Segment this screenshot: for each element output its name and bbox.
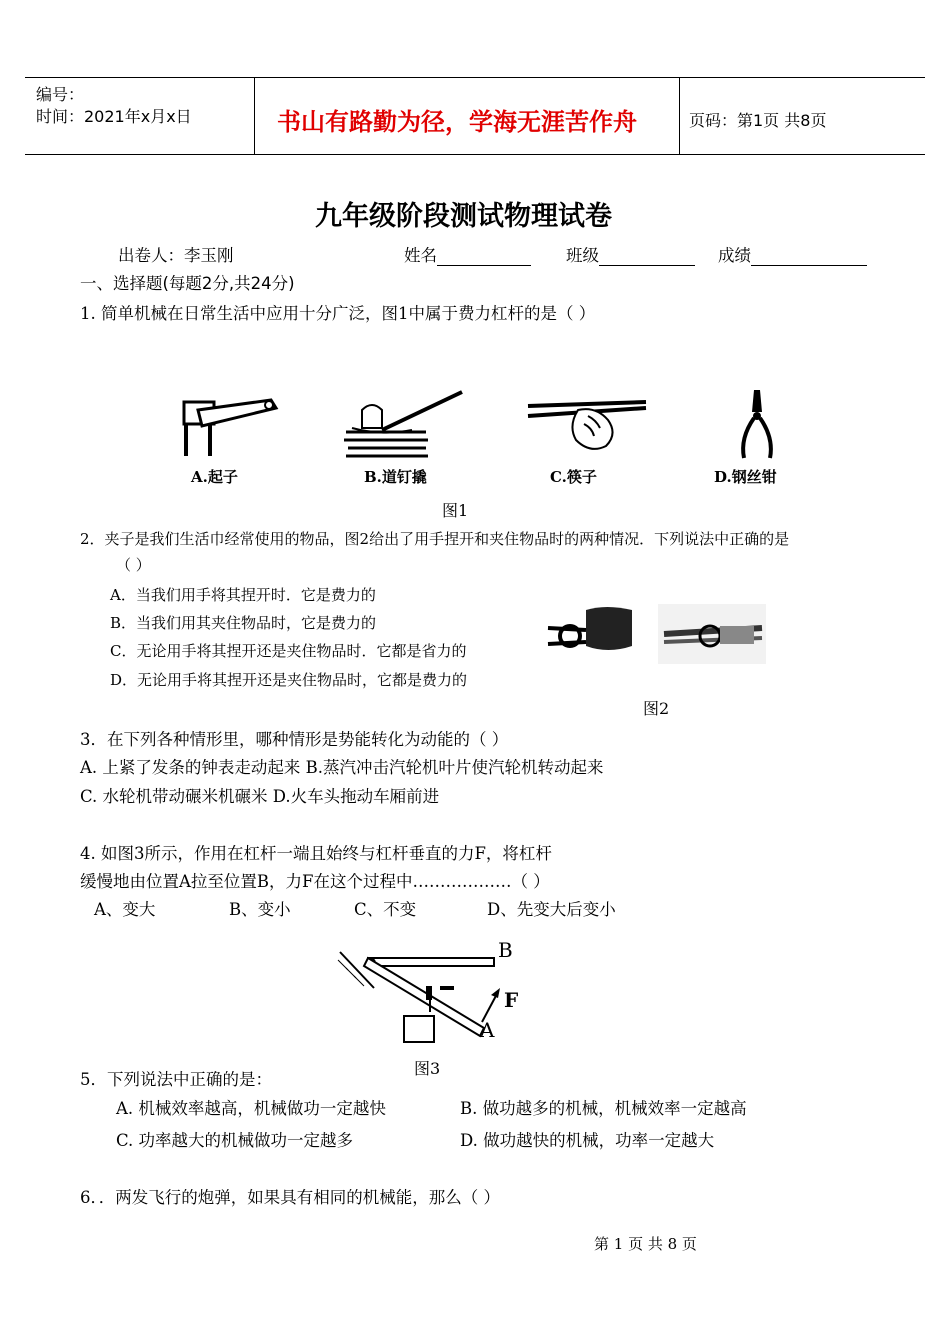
q3-options-ab: A. 上紧了发条的钟表走动起来 B.蒸汽冲击汽轮机叶片使汽轮机转动起来 — [80, 758, 604, 777]
q4-option-b: B、变小 — [229, 900, 291, 919]
q4-option-a: A、变大 — [94, 900, 156, 919]
q4-option-c: C、不变 — [354, 900, 417, 919]
page-title: 九年级阶段测试物理试卷 — [315, 201, 612, 232]
q1-option-a: A.起子 — [191, 468, 238, 486]
clip-closed-image — [658, 604, 766, 664]
q6-stem: 6．．两发飞行的炮弹，如果具有相同的机械能，那么（ ） — [80, 1188, 500, 1207]
q5-option-a: A. 机械效率越高，机械做功一定越快 — [116, 1099, 386, 1118]
figure-1-caption: 图1 — [442, 501, 469, 520]
header-divider-right — [679, 77, 680, 154]
class-label: 班级 — [566, 246, 599, 265]
q3-stem: 3．在下列各种情形里，哪种情形是势能转化为动能的（ ） — [80, 730, 509, 749]
lever-label-a: A — [480, 1018, 495, 1042]
q5-stem: 5．下列说法中正确的是： — [80, 1070, 272, 1089]
clip-open-image — [546, 600, 634, 668]
header-divider-left — [254, 77, 255, 154]
class-field — [566, 242, 695, 266]
q2-option-a: A．当我们用手将其捏开时．它是费力的 — [110, 586, 376, 604]
figure-2-caption: 图2 — [643, 699, 670, 718]
bottle-opener-image — [176, 396, 282, 458]
footer-page-number: 第 1 页 共 8 页 — [594, 1235, 697, 1253]
q2-option-b: B．当我们用其夹住物品时，它是费力的 — [110, 614, 377, 632]
q5-option-d: D. 做功越快的机械，功率一定越大 — [460, 1131, 715, 1150]
q2-paren: （ ） — [116, 556, 151, 574]
score-field — [718, 242, 867, 266]
name-label: 姓名 — [404, 246, 437, 265]
figure-3-caption: 图3 — [414, 1059, 441, 1078]
class-blank[interactable] — [599, 247, 695, 266]
q1-option-b: B.道钉撬 — [364, 468, 427, 486]
name-field — [404, 242, 531, 266]
score-blank[interactable] — [751, 247, 867, 266]
header-top-rule — [25, 77, 925, 78]
q5-option-c: C. 功率越大的机械做功一定越多 — [116, 1131, 354, 1150]
q1-option-d: D.钢丝钳 — [714, 468, 777, 486]
chopsticks-image — [526, 392, 650, 454]
nail-puller-image — [342, 388, 466, 460]
page-info: 页码：第1页 共8页 — [689, 111, 827, 130]
q2-option-d: D．无论用手将其捏开还是夹住物品时，它都是费力的 — [110, 671, 468, 689]
serial-label: 编号： — [36, 85, 85, 104]
motto: 书山有路勤为径，学海无涯苦作舟 — [277, 107, 637, 136]
score-label: 成绩 — [718, 246, 751, 265]
name-blank[interactable] — [437, 247, 531, 266]
pliers-image — [736, 386, 780, 460]
header-bottom-rule — [25, 154, 925, 155]
q1-stem: 1. 简单机械在日常生活中应用十分广泛，图1中属于费力杠杆的是（ ） — [80, 304, 596, 323]
time-label: 时间：2021年x月x日 — [36, 107, 192, 126]
q4-option-d: D、先变大后变小 — [487, 900, 616, 919]
q3-options-cd: C. 水轮机带动碾米机碾米 D.火车头拖动车厢前进 — [80, 787, 440, 806]
lever-label-b: B — [498, 938, 513, 962]
exam-author: 出卷人：李玉刚 — [118, 246, 234, 265]
q2-stem: 2．夹子是我们生活巾经常使用的物品，图2给出了用手捏开和夹住物品时的两种情况．下列说法中正确的是 — [80, 530, 790, 548]
q4-stem-line2: 缓慢地由位置A拉至位置B，力F在这个过程中………………（ ） — [80, 872, 550, 891]
section-heading: 一、选择题(每题2分,共24分) — [80, 274, 295, 293]
q4-stem: 4. 如图3所示，作用在杠杆一端且始终与杠杆垂直的力F，将杠杆 — [80, 844, 552, 863]
q1-option-c: C.筷子 — [550, 468, 597, 486]
q5-option-b: B. 做功越多的机械，机械效率一定越高 — [460, 1099, 747, 1118]
q2-option-c: C．无论用手将其捏开还是夹住物品时．它都是省力的 — [110, 642, 467, 660]
lever-diagram — [334, 946, 502, 1048]
force-label-f: F — [504, 988, 519, 1012]
